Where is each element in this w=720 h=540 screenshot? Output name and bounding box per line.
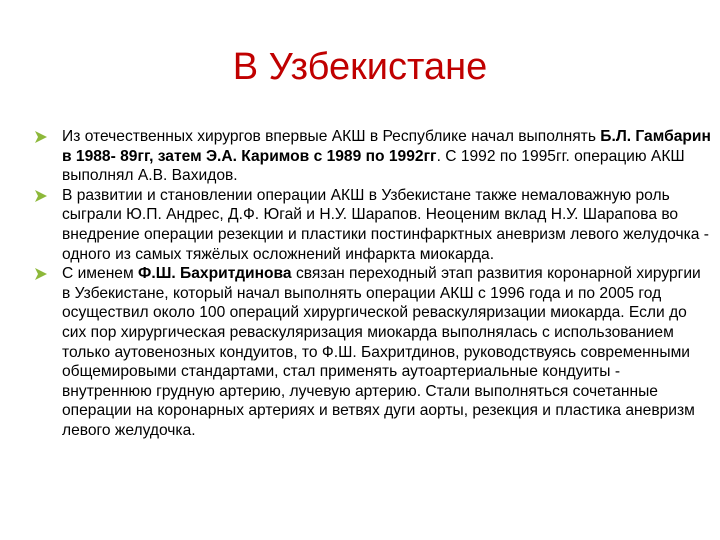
- bullet-text-bold: Б.Л. Гамбарин в 1988- 89гг, затем Э.А. Каримов с 1989 по 1992гг: [62, 128, 711, 165]
- bullet-text-part: В развитии и становлении операции АКШ в Узбекистане также немаловажную роль сыграли Ю.П. Андрес, Д.Ф. Югай и Н.У. Шарапов. Неоценим вклад Н.У. Шарапова во внедрение операции резекции и пластики постинфарктных аневризм левого желудочка - одного из самых тяжёлых осложнений инфаркта миокарда.: [62, 186, 709, 263]
- arrow-bullet-icon: [35, 131, 47, 143]
- bullet-text-part: Из отечественных хирургов впервые АКШ в Республике начал выполнять: [62, 128, 601, 145]
- bullet-text-part: . С 1992 по 1995гг. операцию АКШ выполнял А.В. Вахидов.: [62, 147, 685, 185]
- bullet-item: [35, 186, 713, 264]
- bullet-text-part: С именем: [62, 265, 139, 283]
- arrow-bullet-icon: [35, 190, 47, 202]
- bullet-list: [35, 127, 713, 441]
- bullet-text-bold: Ф.Ш. Бахритдинова: [138, 265, 292, 283]
- bullet-text: [62, 187, 709, 263]
- bullet-item: [35, 264, 713, 440]
- bullet-text: [62, 265, 701, 439]
- bullet-text: [62, 128, 711, 184]
- arrow-bullet-icon: [35, 268, 47, 280]
- bullet-item: [35, 127, 713, 186]
- slide-title: В Узбекистане: [232, 46, 488, 88]
- bullet-text-part: связан переходный этап развития коронарной хирургии в Узбекистане, который начал выполнять операции АКШ с 1996 года и по 2005 год осуществил около 100 операций хирургической реваскуляризации миокарда. Если до сих пор хирургическая реваскуляризация миокарда выполнялась с использованием только аутовенозных кондуитов, то Ф.Ш. Бахритдинов, руководствуясь современными общемировыми стандартами, стал применять аутоартериальные кондуиты - внутреннюю грудную артерию, лучевую артерию. Стали выполняться сочетанные операции на коронарных артериях и ветвях дуги аорты, резекция и пластика аневризм левого желудочка.: [62, 265, 701, 439]
